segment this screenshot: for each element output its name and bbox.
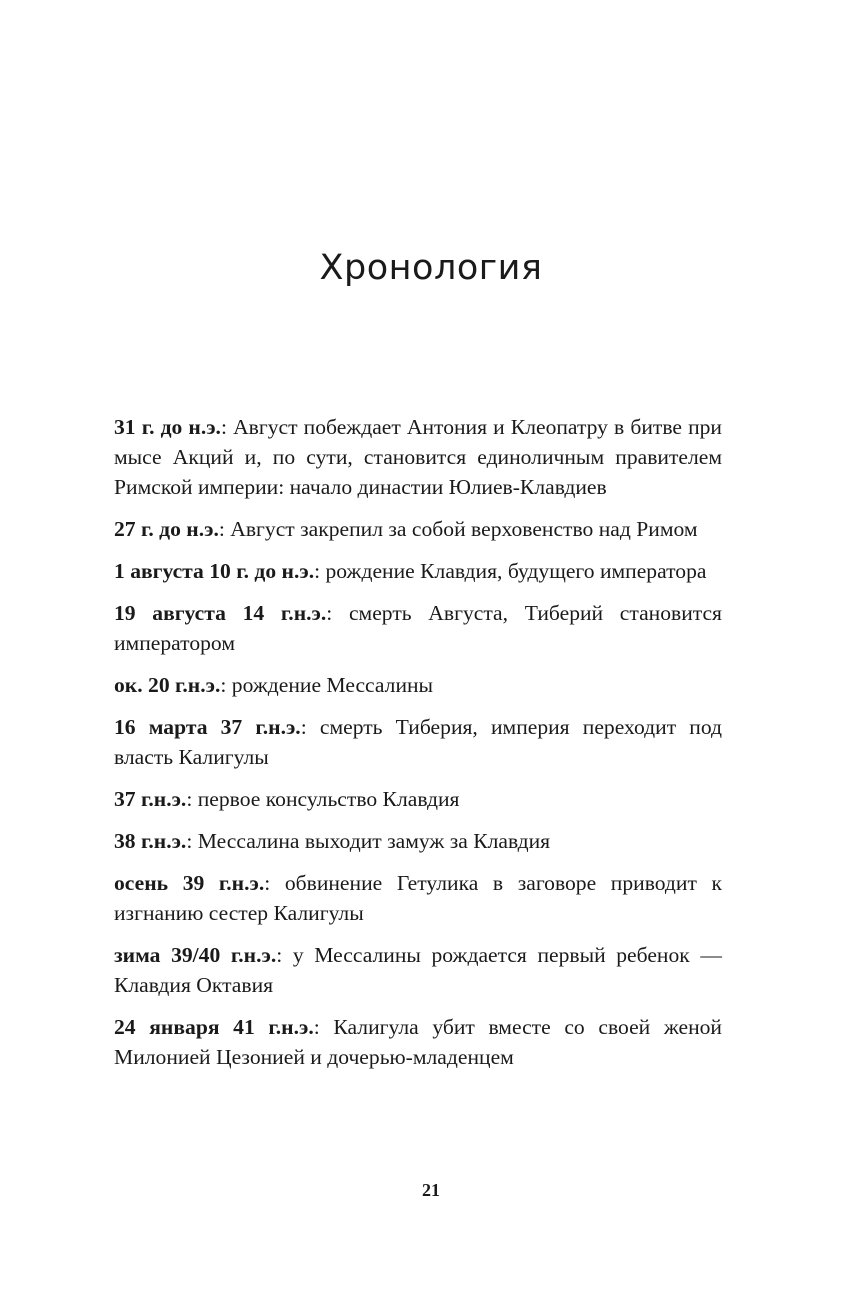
entry-separator: :: [264, 871, 285, 895]
entry-text: первое консульство Клавдия: [197, 787, 460, 811]
entry-date: ок. 20 г.н.э.: [114, 673, 221, 697]
entry-date: 1 августа 10 г. до н.э.: [114, 559, 315, 583]
chronology-entry: [114, 868, 722, 928]
entry-date: 24 января 41 г.н.э.: [114, 1015, 314, 1039]
chronology-entry: [114, 940, 722, 1000]
page-number: 21: [422, 1180, 440, 1200]
chronology-entry: [114, 1012, 722, 1072]
entry-separator: :: [313, 1015, 334, 1039]
entry-separator: :: [300, 715, 320, 739]
chronology-entry: [114, 514, 722, 544]
entry-text: Калигула убит вместе со своей женой Милонией Цезонией и дочерью-младенцем: [114, 1015, 722, 1069]
entry-date: 27 г. до н.э.: [114, 517, 219, 541]
chronology-entry: [114, 712, 722, 772]
chapter-title: Хронология: [319, 248, 543, 288]
entry-separator: :: [314, 559, 326, 583]
entry-text: смерть Августа, Тиберий становится императором: [114, 601, 722, 655]
entry-text: смерть Тиберия, империя переходит под власть Калигулы: [114, 715, 722, 769]
entry-date: 19 августа 14 г.н.э.: [114, 601, 327, 625]
entry-text: рождение Клавдия, будущего императора: [325, 559, 707, 583]
entry-date: зима 39/40 г.н.э.: [114, 943, 277, 967]
chronology-entry: [114, 598, 722, 658]
chronology-entry: [114, 412, 722, 502]
entry-date: осень 39 г.н.э.: [114, 871, 265, 895]
entry-separator: :: [220, 673, 232, 697]
entry-separator: :: [326, 601, 349, 625]
entry-text: Август закрепил за собой верховенство над Римом: [230, 517, 698, 541]
entry-date: 38 г.н.э.: [114, 829, 187, 853]
entry-separator: :: [186, 787, 198, 811]
entry-date: 31 г. до н.э.: [114, 415, 221, 439]
chronology-list: [114, 412, 722, 1084]
entry-date: 37 г.н.э.: [114, 787, 187, 811]
entry-separator: :: [218, 517, 231, 541]
entry-separator: :: [186, 829, 198, 853]
chronology-entry: [114, 784, 722, 814]
entry-separator: :: [276, 943, 293, 967]
entry-text: Мессалина выходит замуж за Клавдия: [197, 829, 551, 853]
chronology-entry: [114, 670, 722, 700]
entry-date: 16 марта 37 г.н.э.: [114, 715, 301, 739]
entry-text: у Мессалины рождается первый ребенок — Клавдия Октавия: [114, 943, 722, 997]
entry-text: обвинение Гетулика в заговоре приводит к изгнанию сестер Калигулы: [114, 871, 722, 925]
entry-text: рождение Мессалины: [231, 673, 434, 697]
entry-separator: :: [220, 415, 234, 439]
chronology-entry: [114, 826, 722, 856]
chronology-entry: [114, 556, 722, 586]
entry-text: Август побеждает Антония и Клеопатру в битве при мысе Акций и, по сути, становится единоличным правителем Римской империи: начало династии Юлиев-Клавдиев: [114, 415, 722, 499]
